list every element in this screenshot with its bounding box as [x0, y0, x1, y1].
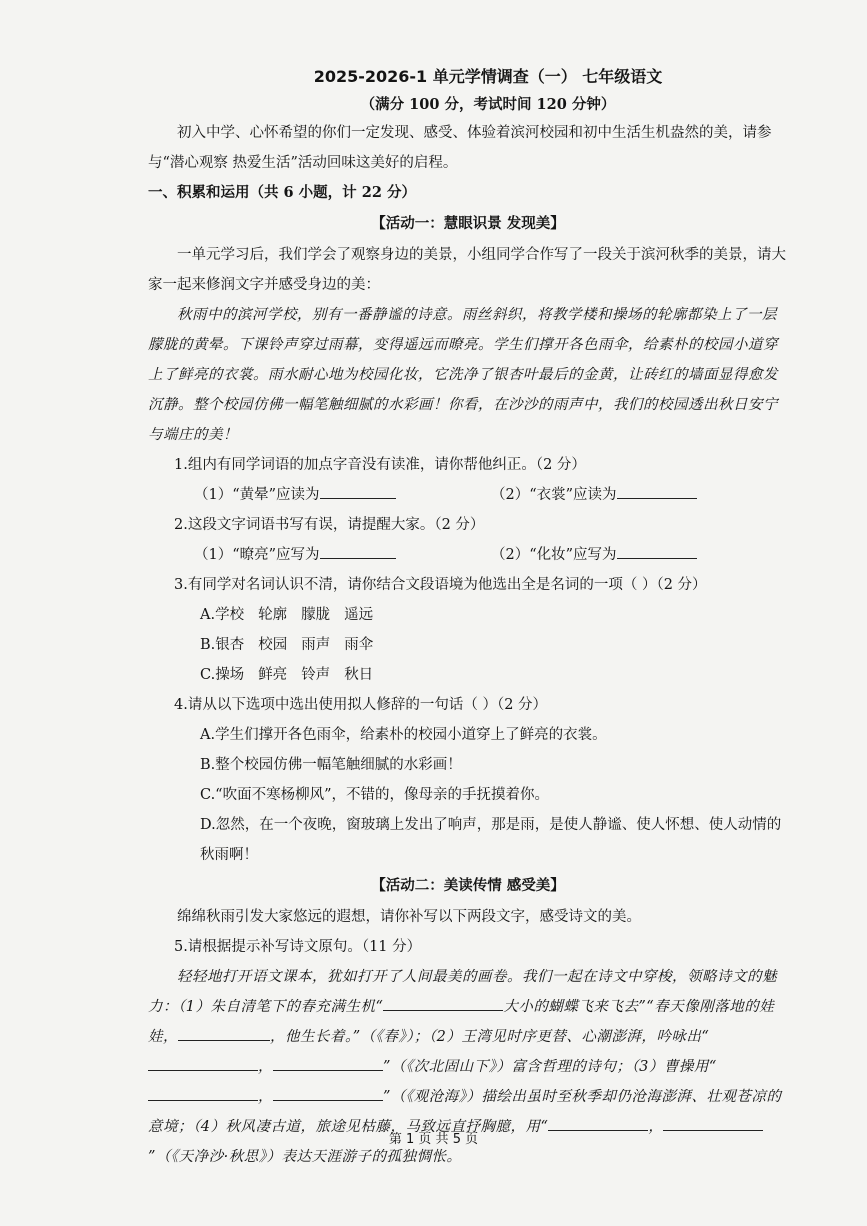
question-4-option-d[interactable]: D.忽然，在一个夜晚，窗玻璃上发出了响声，那是雨，是使人静谧、使人怀想、使人动情的秋雨啊！: [200, 817, 782, 863]
activity-one-lead: 一单元学习后，我们学会了观察身边的美景，小组同学合作写了一段关于滨河秋季的美景，请大家一起来修润文字并感受身边的美：: [148, 247, 786, 293]
intro-paragraph: 初入中学、心怀希望的你们一定发现、感受、体验着滨河校园和初中生活生机盎然的美，请参与“潜心观察 热爱生活”活动回味这美好的启程。: [148, 125, 772, 171]
answer-blank[interactable]: [617, 480, 697, 499]
question-1-answers: [148, 480, 788, 510]
question-2-part-b: （2）“化妆”应写为: [491, 540, 788, 570]
question-4-option-c[interactable]: C.“吹面不寒杨柳风”，不错的，像母亲的手抚摸着你。: [200, 787, 550, 803]
answer-blank[interactable]: [320, 540, 396, 559]
answer-blank[interactable]: [320, 480, 396, 499]
question-2-stem: 2.这段文字词语书写有误，请提醒大家。（2 分）: [174, 517, 485, 533]
answer-blank[interactable]: [148, 1052, 258, 1071]
question-3-option-b[interactable]: B.银杏 校园 雨声 雨伞: [200, 637, 374, 653]
activity-two-heading: 【活动二：美读传情 感受美】: [371, 877, 565, 894]
answer-blank[interactable]: [383, 992, 503, 1011]
question-1-part-b: （2）“衣裳”应读为: [491, 480, 788, 510]
page-footer: 第 1 页 共 5 页: [388, 1132, 479, 1147]
section-heading: 一、积累和运用（共 6 小题，计 22 分）: [148, 184, 416, 201]
page-title: 2025-2026-1 单元学情调查（一） 七年级语文: [313, 67, 663, 86]
answer-blank[interactable]: [273, 1082, 383, 1101]
exam-page: [148, 62, 788, 1172]
question-3-option-a[interactable]: A.学校 轮廓 朦胧 遥远: [200, 607, 374, 623]
question-3-stem: 3.有同学对名词认识不清，请你结合文段语境为他选出全是名词的一项（ ）（2 分）: [174, 577, 707, 593]
question-4-stem: 4.请从以下选项中选出使用拟人修辞的一句话（ ）（2 分）: [174, 697, 548, 713]
reading-passage: 秋雨中的滨河学校，别有一番静谧的诗意。雨丝斜织，将教学楼和操场的轮廓都染上了一层朦胧的黄晕。下课铃声穿过雨幕，变得遥远而暸亮。学生们撑开各色雨伞，给素朴的校园小道穿上了鲜亮的衣裳。雨水耐心地为校园化妆，它洗净了银杏叶最后的金黄，让砖红的墙面显得愈发沉静。整个校园仿佛一幅笔触细腻的水彩画！你看，在沙沙的雨声中，我们的校园透出秋日安宁与端庄的美！: [148, 307, 778, 443]
question-5-paragraph: 轻轻地打开语文课本，犹如打开了人间最美的画卷。我们一起在诗文中穿梭，领略诗文的魅力：（1）朱自清笔下的春充满生机“ 大小的蝴蝶飞来飞去”“春天像刚落地的娃娃， ，他生长着。”（《春》）；（2）王湾见时序更替、心潮澎湃，吟咏出“， ”（《次北固山下》）富含哲理的诗句；（3）曹操用“， ”（《观沧海》）描绘出虽时至秋季却仍沧海澎湃、壮观苍凉的意境；（4）秋风凄古道，旅途见枯藤，马致远直抒胸臆，用“ ，”（《天净沙·秋思》）表达天涯游子的孤独惆怅。: [148, 969, 782, 1165]
answer-blank[interactable]: [178, 1022, 270, 1041]
question-3-option-c[interactable]: C.操场 鲜亮 铃声 秋日: [200, 667, 374, 683]
question-5-stem: 5.请根据提示补写诗文原句。（11 分）: [174, 939, 422, 955]
question-2-part-a: （1）“暸亮”应写为: [194, 540, 491, 570]
answer-blank[interactable]: [617, 540, 697, 559]
question-4-option-a[interactable]: A.学生们撑开各色雨伞，给素朴的校园小道穿上了鲜亮的衣裳。: [200, 727, 607, 743]
page-subtitle: （满分 100 分，考试时间 120 分钟）: [360, 96, 616, 113]
question-1-stem: 1.组内有同学词语的加点字音没有读准，请你帮他纠正。（2 分）: [174, 457, 586, 473]
answer-blank[interactable]: [273, 1052, 383, 1071]
question-4-option-b[interactable]: B.整个校园仿佛一幅笔触细腻的水彩画！: [200, 757, 462, 773]
answer-blank[interactable]: [148, 1082, 258, 1101]
question-1-part-a: （1）“黄晕”应读为: [194, 480, 491, 510]
activity-one-heading: 【活动一：慧眼识景 发现美】: [371, 215, 565, 232]
activity-two-lead: 绵绵秋雨引发大家悠远的遐想，请你补写以下两段文字，感受诗文的美。: [177, 909, 641, 925]
question-2-answers: [148, 540, 788, 570]
